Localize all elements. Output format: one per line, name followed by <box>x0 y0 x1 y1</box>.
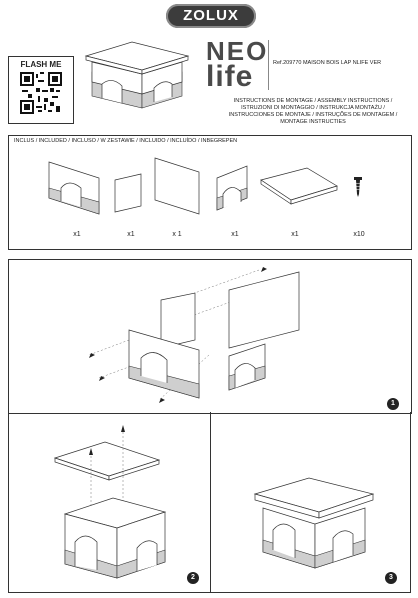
screw-icon <box>351 176 365 198</box>
instructions-title <box>213 98 413 126</box>
qty-front-panel: x1 <box>73 231 81 238</box>
hero-house-illustration <box>82 32 192 112</box>
qty-screws: x10 <box>353 231 365 238</box>
included-title: INCLUS / INCLUDED / INCLUSO / W ZESTAWIE / INCLUIDO / INCLUÍDO / INBEGREPEN <box>14 138 238 144</box>
neo-life-brand <box>206 36 269 93</box>
part-back-panel-arch <box>215 164 251 214</box>
zolux-logo <box>166 4 256 28</box>
part-front-panel-arch <box>47 158 107 218</box>
instructions-line: INSTRUCCIONES DE MONTAJE / INSTRUÇÕES DE MONTAGEM / <box>228 112 398 118</box>
assembly-step-1 <box>8 259 412 414</box>
qty-roof-panel: x1 <box>291 231 299 238</box>
flash-me-box <box>8 56 74 124</box>
step-number: 2 <box>187 572 199 584</box>
part-roof-panel <box>259 166 339 206</box>
included-parts-box <box>8 135 412 250</box>
assembly-step-2 <box>8 412 211 593</box>
qty-large-side-panel: x 1 <box>172 231 182 238</box>
instructions-line: INSTRUCTIONS DE MONTAGE / ASSEMBLY INSTRUCTIONS / <box>233 98 393 104</box>
instructions-line: ISTRUZIONI DI MONTAGGIO / INSTRUKCJA MONTAŻU / <box>241 105 385 111</box>
instructions-line: MONTAGE INSTRUCTIES <box>280 119 346 125</box>
step-1-exploded-view <box>89 260 309 410</box>
brand-divider <box>268 40 269 90</box>
step-3-finished-house <box>249 464 379 574</box>
step-2-roof-placement <box>45 420 185 585</box>
step-number: 3 <box>385 572 397 584</box>
assembly-step-3 <box>209 412 411 593</box>
qty-back-panel: x1 <box>231 231 239 238</box>
part-large-side-panel <box>153 156 203 220</box>
step-number: 1 <box>387 398 399 410</box>
brand-neo: NEO <box>206 36 269 66</box>
part-small-side-panel <box>113 172 145 216</box>
qr-code-icon <box>20 72 62 114</box>
brand-life: life <box>206 60 254 93</box>
qty-small-side-panel: x1 <box>127 231 135 238</box>
product-reference: Ref.209770 MAISON BOIS LAP NLIFE VER <box>273 60 382 66</box>
flash-me-label: FLASH ME <box>20 60 62 69</box>
logo-text: ZOLUX <box>183 7 239 24</box>
